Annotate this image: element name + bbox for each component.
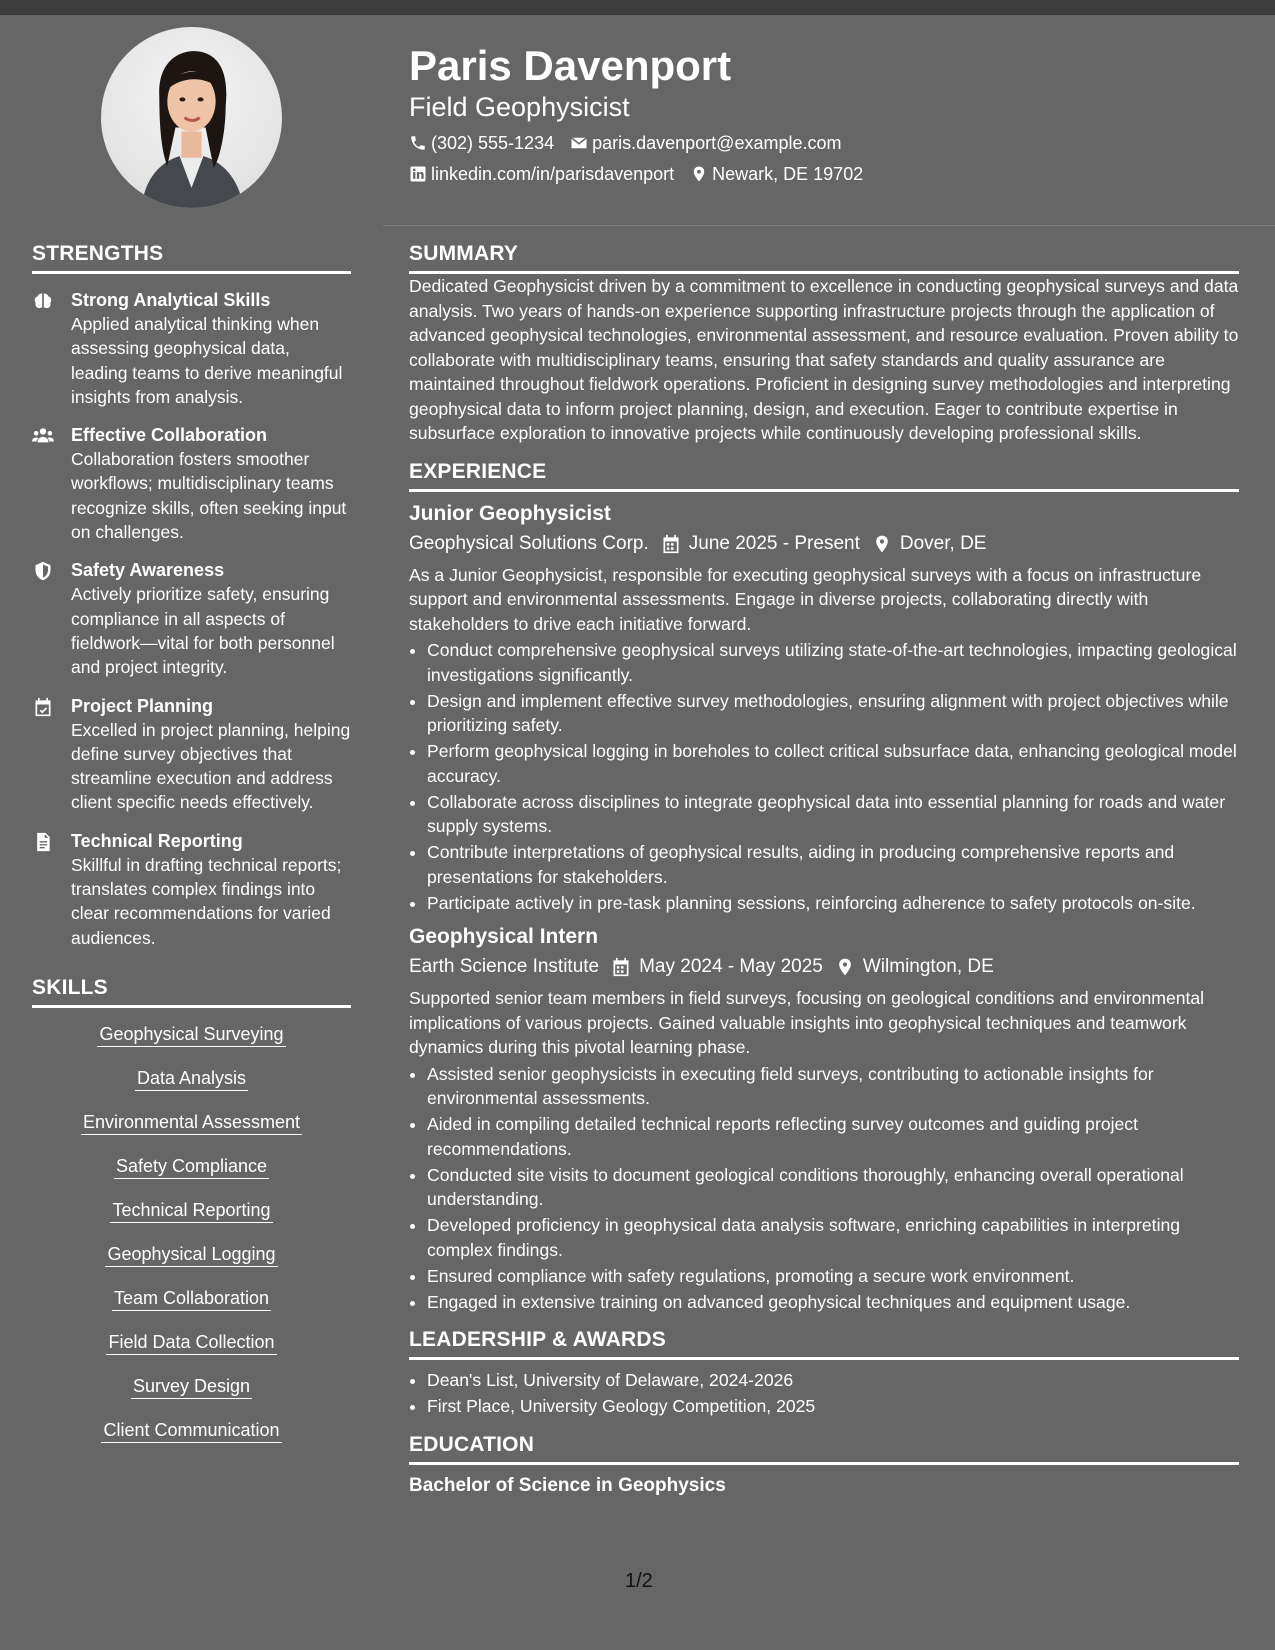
strength-item <box>32 288 351 409</box>
email-text: paris.davenport@example.com <box>592 133 842 153</box>
candidate-title: Field Geophysicist <box>409 92 630 122</box>
sidebar <box>32 240 351 1462</box>
contact-location <box>690 162 863 186</box>
job-bullet: • Ensured compliance with safety regulations, promoting a secure work environment. <box>427 1264 1239 1289</box>
job-location: Wilmington, DE <box>862 956 994 977</box>
experience-section <box>409 458 1239 1315</box>
job-bullet: • Design and implement effective survey methodologies, ensuring alignment with project objectives while prioritizing safety. <box>427 689 1239 738</box>
envelope-icon <box>570 134 588 152</box>
header-divider <box>383 225 1275 226</box>
calendar-icon <box>661 534 681 554</box>
skill-tag: Team Collaboration <box>112 1286 271 1311</box>
summary-section <box>409 240 1239 446</box>
strengths-rule <box>32 271 351 274</box>
page-number: 1/2 <box>625 1570 653 1592</box>
main-content <box>409 240 1239 1511</box>
job-bullets <box>409 1062 1239 1315</box>
education-degree: Bachelor of Science in Geophysics <box>409 1474 726 1496</box>
skill-tag: Geophysical Surveying <box>97 1022 285 1047</box>
job-bullets <box>409 638 1239 915</box>
strength-desc: Actively prioritize safety, ensuring compliance in all aspects of fieldwork—vital for both personnel and project integrity. <box>71 584 335 678</box>
strength-item <box>32 694 351 815</box>
job-bullet: • Developed proficiency in geophysical data analysis software, enriching capabilities in interpreting complex findings. <box>427 1213 1239 1262</box>
strength-title: Project Planning <box>71 695 214 716</box>
job-company: Earth Science Institute <box>409 956 600 977</box>
strength-desc: Applied analytical thinking when assessing geophysical data, leading teams to derive meaningful insights from analysis. <box>71 314 343 407</box>
strength-title: Safety Awareness <box>71 560 225 581</box>
linkedin-icon <box>409 165 427 183</box>
job-bullet: • Collaborate across disciplines to integrate geophysical data into essential planning for roads and water supply systems. <box>427 790 1239 839</box>
job-entry <box>409 923 1239 1314</box>
awards-list <box>409 1368 1239 1419</box>
candidate-name: Paris Davenport <box>409 42 732 89</box>
job-description: As a Junior Geophysicist, responsible for executing geophysical surveys with a focus on infrastructure support and environmental assessments. Engage in diverse projects, collaborating directly with stakeholders to drive each initiative forward. <box>409 564 1202 634</box>
job-company: Geophysical Solutions Corp. <box>409 532 649 554</box>
job-bullet: • Assisted senior geophysicists in executing field surveys, contributing to actionable insights for environmental assessments. <box>427 1062 1239 1111</box>
phone-text: (302) 555-1234 <box>431 133 555 153</box>
document-icon <box>32 832 54 852</box>
profile-photo-illustration <box>101 27 282 208</box>
education-rule <box>409 1462 1239 1465</box>
contact-linkedin[interactable] <box>409 162 674 186</box>
job-bullet: • Conduct comprehensive geophysical surveys utilizing state-of-the-art technologies, impacting geological investigations significantly. <box>427 638 1239 687</box>
job-meta <box>409 954 1239 980</box>
skills-heading: SKILLS <box>32 975 108 999</box>
skill-tag: Environmental Assessment <box>81 1110 302 1135</box>
strength-title: Strong Analytical Skills <box>71 290 271 310</box>
brain-icon <box>32 291 54 311</box>
job-entry <box>409 500 1239 916</box>
people-icon <box>32 426 54 446</box>
job-dates: June 2025 - Present <box>688 532 860 554</box>
skill-tag: Geophysical Logging <box>105 1242 277 1267</box>
awards-rule <box>409 1357 1239 1360</box>
contact-row-2 <box>409 162 1249 186</box>
summary-heading: SUMMARY <box>409 242 519 265</box>
job-dates: May 2024 - May 2025 <box>639 956 823 977</box>
awards-section <box>409 1326 1239 1419</box>
linkedin-text: linkedin.com/in/parisdavenport <box>431 164 675 184</box>
job-bullet: • Contribute interpretations of geophysical results, aiding in producing comprehensive reports and presentations for stakeholders. <box>427 840 1239 889</box>
experience-heading: EXPERIENCE <box>409 459 547 483</box>
contact-email[interactable] <box>570 131 841 155</box>
skill-tag: Data Analysis <box>135 1066 248 1091</box>
calendar-check-icon <box>32 697 54 717</box>
skill-tag: Field Data Collection <box>106 1330 276 1355</box>
strength-item <box>32 423 351 544</box>
job-description: Supported senior team members in field surveys, focusing on geological conditions and environmental implications of various projects. Gained valuable insights into geophysical techniques and teamwork dynamics during this pivotal learning phase. <box>409 988 1205 1057</box>
map-pin-icon <box>872 534 892 554</box>
job-bullet: • Perform geophysical logging in boreholes to collect critical subsurface data, enhancing geological model accuracy. <box>427 739 1239 788</box>
job-bullet: • Engaged in extensive training on advanced geophysical techniques and equipment usage. <box>427 1290 1239 1315</box>
education-section <box>409 1431 1239 1499</box>
map-pin-icon <box>690 165 708 183</box>
phone-icon <box>409 134 427 152</box>
skills-list <box>32 1022 351 1443</box>
strength-title: Technical Reporting <box>71 830 243 851</box>
award-item: • First Place, University Geology Competition, 2025 <box>427 1394 1239 1419</box>
top-bar <box>0 0 1275 15</box>
skill-tag: Safety Compliance <box>114 1154 269 1179</box>
job-bullet: • Aided in compiling detailed technical reports reflecting survey outcomes and guiding project recommendations. <box>427 1112 1239 1161</box>
job-meta <box>409 531 1239 557</box>
strength-title: Effective Collaboration <box>71 425 268 446</box>
map-pin-icon <box>835 957 855 977</box>
strength-desc: Excelled in project planning, helping define survey objectives that streamline execution and address client specific needs effectively. <box>71 719 351 813</box>
resume-header <box>409 40 1249 186</box>
shield-icon <box>32 561 54 581</box>
strength-item <box>32 829 351 950</box>
summary-text: Dedicated Geophysicist driven by a commitment to excellence in conducting geophysical surveys and data analysis. Two years of hands-on experience supporting infrastructure projects through the application of advanced geophysical technologies, environmental assessment, and resource evaluation. Proven ability to collaborate with multidisciplinary teams, ensuring that safety standards and quality assurance are maintained throughout fieldwork operations. Proficient in designing survey methodologies and interpreting geophysical data to inform project planning, design, and execution. Eager to contribute expertise in subsurface exploration to innovative projects while continuously developing professional skills. <box>409 276 1239 443</box>
skills-rule <box>32 1005 351 1008</box>
skill-tag: Technical Reporting <box>110 1198 272 1223</box>
strengths-heading: STRENGTHS <box>32 242 164 265</box>
job-title: Geophysical Intern <box>409 925 599 948</box>
calendar-icon <box>611 957 631 977</box>
job-title: Junior Geophysicist <box>409 501 611 525</box>
contact-phone[interactable] <box>409 131 554 155</box>
education-heading: EDUCATION <box>409 1432 535 1456</box>
contact-row-1 <box>409 131 1249 155</box>
strength-item <box>32 558 351 679</box>
profile-photo <box>101 27 282 208</box>
job-bullet: • Participate actively in pre-task planning sessions, reinforcing adherence to safety protocols on-site. <box>427 891 1239 916</box>
experience-rule <box>409 489 1239 492</box>
awards-heading: LEADERSHIP & AWARDS <box>409 1328 666 1351</box>
award-item: • Dean's List, University of Delaware, 2024-2026 <box>427 1368 1239 1393</box>
job-location: Dover, DE <box>899 532 987 554</box>
strength-desc: Collaboration fosters smoother workflows; multidisciplinary teams recognize skills, often seeking input on challenges. <box>71 449 347 543</box>
job-bullet: • Conducted site visits to document geological conditions thoroughly, enhancing overall operational understanding. <box>427 1163 1239 1212</box>
skill-tag: Survey Design <box>131 1374 252 1399</box>
location-text: Newark, DE 19702 <box>712 164 864 184</box>
strength-desc: Skillful in drafting technical reports; translates complex findings into clear recommendations for varied audiences. <box>71 854 342 948</box>
skill-tag: Client Communication <box>101 1418 281 1443</box>
